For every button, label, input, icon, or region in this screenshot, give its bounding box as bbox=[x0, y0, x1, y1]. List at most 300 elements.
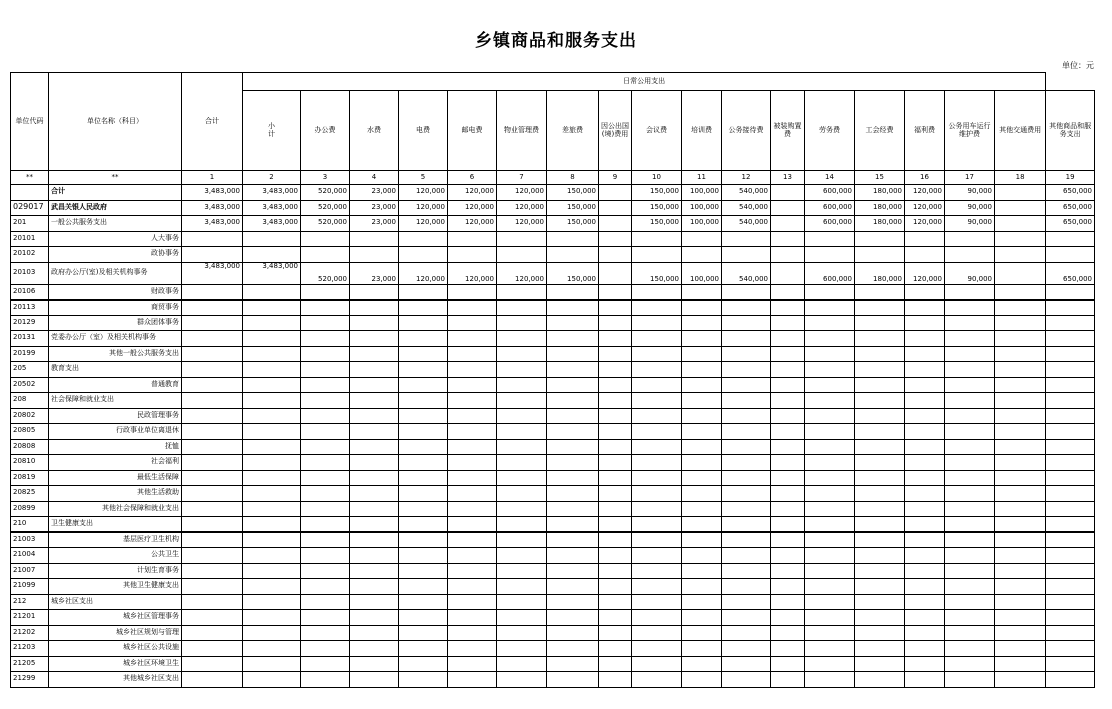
row-value bbox=[547, 579, 599, 595]
row-name: 普通教育 bbox=[49, 377, 182, 393]
row-value bbox=[547, 247, 599, 263]
row-value bbox=[805, 579, 855, 595]
row-value: 23,000 bbox=[350, 216, 399, 232]
row-value bbox=[945, 362, 995, 378]
row-value bbox=[497, 408, 547, 424]
row-value bbox=[1046, 501, 1095, 517]
row-value bbox=[855, 424, 905, 440]
row-value bbox=[771, 625, 805, 641]
row-value bbox=[805, 331, 855, 347]
row-value: 23,000 bbox=[350, 200, 399, 216]
row-value bbox=[805, 656, 855, 672]
row-value bbox=[182, 231, 243, 247]
table-row bbox=[11, 563, 1095, 579]
row-value bbox=[682, 672, 722, 688]
row-value bbox=[722, 331, 771, 347]
row-value bbox=[905, 247, 945, 263]
row-value bbox=[182, 594, 243, 610]
row-value bbox=[448, 284, 497, 300]
index-row bbox=[11, 171, 1095, 185]
row-value bbox=[547, 393, 599, 409]
row-value bbox=[448, 610, 497, 626]
row-value bbox=[243, 594, 301, 610]
row-value bbox=[682, 532, 722, 548]
row-value bbox=[771, 501, 805, 517]
row-value: 3,483,000 bbox=[182, 185, 243, 201]
row-code: 201 bbox=[11, 216, 49, 232]
row-value bbox=[547, 486, 599, 502]
row-value bbox=[905, 362, 945, 378]
table-row bbox=[11, 517, 1095, 533]
row-value bbox=[599, 362, 632, 378]
row-value: 540,000 bbox=[722, 200, 771, 216]
row-value bbox=[547, 641, 599, 657]
row-value bbox=[399, 377, 448, 393]
row-value bbox=[805, 563, 855, 579]
row-value bbox=[805, 594, 855, 610]
row-code: 20810 bbox=[11, 455, 49, 471]
row-value bbox=[448, 672, 497, 688]
row-value bbox=[448, 424, 497, 440]
row-value bbox=[448, 331, 497, 347]
row-value bbox=[497, 563, 547, 579]
row-value bbox=[855, 300, 905, 316]
row-value bbox=[995, 408, 1046, 424]
row-value bbox=[722, 300, 771, 316]
header-col: 其他商品和服务支出 bbox=[1046, 91, 1095, 171]
row-value bbox=[771, 439, 805, 455]
row-value bbox=[722, 625, 771, 641]
row-value bbox=[805, 408, 855, 424]
row-value bbox=[350, 284, 399, 300]
row-name: 社会保障和就业支出 bbox=[49, 393, 182, 409]
row-value bbox=[497, 377, 547, 393]
row-code: 21205 bbox=[11, 656, 49, 672]
row-code: 20805 bbox=[11, 424, 49, 440]
row-value bbox=[632, 331, 682, 347]
row-value bbox=[399, 610, 448, 626]
row-value bbox=[1046, 625, 1095, 641]
row-value bbox=[945, 656, 995, 672]
row-value bbox=[599, 284, 632, 300]
row-value bbox=[497, 315, 547, 331]
row-value bbox=[301, 300, 350, 316]
row-value bbox=[682, 315, 722, 331]
row-value bbox=[632, 377, 682, 393]
row-name: 公共卫生 bbox=[49, 548, 182, 564]
row-value: 520,000 bbox=[301, 200, 350, 216]
row-value bbox=[243, 610, 301, 626]
row-name: 合计 bbox=[49, 185, 182, 201]
index-num: 18 bbox=[995, 171, 1046, 185]
row-value bbox=[905, 377, 945, 393]
row-code: 20101 bbox=[11, 231, 49, 247]
row-value bbox=[632, 424, 682, 440]
row-value bbox=[632, 501, 682, 517]
row-value bbox=[1046, 610, 1095, 626]
index-num: 12 bbox=[722, 171, 771, 185]
row-value bbox=[771, 216, 805, 232]
row-value bbox=[399, 315, 448, 331]
row-name: 城乡社区环境卫生 bbox=[49, 656, 182, 672]
row-value: 100,000 bbox=[682, 185, 722, 201]
row-value bbox=[1046, 455, 1095, 471]
header-col: 因公出国(境)费用 bbox=[599, 91, 632, 171]
row-value bbox=[399, 672, 448, 688]
row-value bbox=[995, 200, 1046, 216]
row-value bbox=[855, 548, 905, 564]
row-value bbox=[243, 362, 301, 378]
row-value bbox=[599, 424, 632, 440]
row-value bbox=[905, 331, 945, 347]
row-code: 21202 bbox=[11, 625, 49, 641]
row-value: 600,000 bbox=[805, 262, 855, 284]
row-value bbox=[301, 517, 350, 533]
row-value bbox=[682, 641, 722, 657]
row-value bbox=[682, 408, 722, 424]
row-value bbox=[1046, 579, 1095, 595]
row-value bbox=[1046, 300, 1095, 316]
row-value bbox=[945, 470, 995, 486]
row-value bbox=[722, 377, 771, 393]
row-value bbox=[448, 362, 497, 378]
row-value bbox=[855, 284, 905, 300]
row-value bbox=[243, 455, 301, 471]
row-value bbox=[722, 315, 771, 331]
row-value bbox=[771, 408, 805, 424]
row-value bbox=[448, 377, 497, 393]
index-num: 7 bbox=[497, 171, 547, 185]
row-value bbox=[497, 231, 547, 247]
index-num: 6 bbox=[448, 171, 497, 185]
row-value bbox=[632, 563, 682, 579]
row-value: 100,000 bbox=[682, 216, 722, 232]
row-value bbox=[805, 532, 855, 548]
row-value bbox=[497, 346, 547, 362]
row-code: 20199 bbox=[11, 346, 49, 362]
row-value bbox=[905, 610, 945, 626]
row-value bbox=[599, 501, 632, 517]
table-row bbox=[11, 393, 1095, 409]
row-value bbox=[771, 231, 805, 247]
table-row bbox=[11, 672, 1095, 688]
row-code: 20502 bbox=[11, 377, 49, 393]
row-value bbox=[497, 362, 547, 378]
index-num: 17 bbox=[945, 171, 995, 185]
row-value bbox=[350, 377, 399, 393]
row-value bbox=[805, 641, 855, 657]
row-value bbox=[632, 300, 682, 316]
row-value bbox=[448, 408, 497, 424]
row-value bbox=[599, 200, 632, 216]
row-value bbox=[547, 315, 599, 331]
row-value bbox=[350, 579, 399, 595]
row-code: 20131 bbox=[11, 331, 49, 347]
row-value bbox=[599, 393, 632, 409]
row-value bbox=[547, 548, 599, 564]
row-value bbox=[771, 548, 805, 564]
row-value bbox=[399, 532, 448, 548]
row-value bbox=[243, 331, 301, 347]
row-value bbox=[301, 594, 350, 610]
row-value bbox=[855, 393, 905, 409]
row-value bbox=[243, 656, 301, 672]
row-value: 520,000 bbox=[301, 216, 350, 232]
row-value: 600,000 bbox=[805, 185, 855, 201]
index-num: 15 bbox=[855, 171, 905, 185]
row-value bbox=[497, 610, 547, 626]
row-value bbox=[995, 393, 1046, 409]
header-row-1 bbox=[11, 73, 1095, 91]
row-value bbox=[682, 610, 722, 626]
row-value bbox=[805, 284, 855, 300]
row-value bbox=[905, 501, 945, 517]
row-value bbox=[1046, 563, 1095, 579]
row-value bbox=[243, 532, 301, 548]
row-name: 城乡社区支出 bbox=[49, 594, 182, 610]
row-value bbox=[1046, 408, 1095, 424]
row-value bbox=[182, 300, 243, 316]
row-value bbox=[945, 548, 995, 564]
row-value bbox=[722, 439, 771, 455]
row-value bbox=[905, 424, 945, 440]
row-value: 3,483,000 bbox=[243, 200, 301, 216]
row-value bbox=[805, 501, 855, 517]
table-row bbox=[11, 424, 1095, 440]
row-value bbox=[855, 231, 905, 247]
header-col: 公务用车运行维护费 bbox=[945, 91, 995, 171]
row-value bbox=[682, 331, 722, 347]
row-value bbox=[350, 470, 399, 486]
row-value bbox=[547, 455, 599, 471]
row-value bbox=[632, 532, 682, 548]
row-value bbox=[722, 247, 771, 263]
row-value: 90,000 bbox=[945, 262, 995, 284]
row-value bbox=[682, 625, 722, 641]
row-value bbox=[771, 486, 805, 502]
row-value bbox=[301, 579, 350, 595]
row-value bbox=[805, 300, 855, 316]
row-value bbox=[1046, 284, 1095, 300]
row-value bbox=[399, 579, 448, 595]
header-col: 邮电费 bbox=[448, 91, 497, 171]
row-name: 政协事务 bbox=[49, 247, 182, 263]
row-value bbox=[855, 625, 905, 641]
row-value: 600,000 bbox=[805, 200, 855, 216]
row-value bbox=[350, 439, 399, 455]
row-value bbox=[855, 408, 905, 424]
row-value bbox=[682, 393, 722, 409]
row-value bbox=[1046, 641, 1095, 657]
row-value bbox=[805, 247, 855, 263]
row-name: 其他卫生健康支出 bbox=[49, 579, 182, 595]
row-value bbox=[301, 362, 350, 378]
row-value bbox=[945, 563, 995, 579]
row-value: 180,000 bbox=[855, 200, 905, 216]
row-value bbox=[497, 247, 547, 263]
row-value bbox=[301, 532, 350, 548]
row-value bbox=[350, 455, 399, 471]
row-value bbox=[945, 315, 995, 331]
row-value bbox=[905, 470, 945, 486]
row-value bbox=[905, 408, 945, 424]
row-value: 3,483,000 bbox=[182, 200, 243, 216]
row-name: 行政事业单位离退休 bbox=[49, 424, 182, 440]
row-value bbox=[905, 315, 945, 331]
row-value bbox=[547, 346, 599, 362]
row-value bbox=[682, 284, 722, 300]
row-value bbox=[722, 641, 771, 657]
row-value bbox=[399, 331, 448, 347]
row-value bbox=[399, 346, 448, 362]
row-value bbox=[855, 470, 905, 486]
row-name: 财政事务 bbox=[49, 284, 182, 300]
row-value bbox=[855, 656, 905, 672]
row-value bbox=[547, 610, 599, 626]
row-value bbox=[632, 548, 682, 564]
row-value bbox=[301, 284, 350, 300]
header-col: 工会经费 bbox=[855, 91, 905, 171]
table-row bbox=[11, 185, 1095, 201]
row-value bbox=[945, 517, 995, 533]
index-name: ** bbox=[49, 171, 182, 185]
row-value bbox=[905, 455, 945, 471]
row-value bbox=[905, 300, 945, 316]
row-value bbox=[855, 563, 905, 579]
row-value bbox=[301, 455, 350, 471]
row-value bbox=[945, 455, 995, 471]
row-value bbox=[301, 408, 350, 424]
row-value bbox=[995, 284, 1046, 300]
row-value bbox=[599, 455, 632, 471]
header-col: 物业管理费 bbox=[497, 91, 547, 171]
row-value bbox=[722, 563, 771, 579]
row-code: 029017 bbox=[11, 200, 49, 216]
row-value bbox=[805, 610, 855, 626]
row-value: 3,483,000 bbox=[243, 216, 301, 232]
row-value bbox=[1046, 424, 1095, 440]
row-name: 城乡社区公共设施 bbox=[49, 641, 182, 657]
row-value bbox=[771, 579, 805, 595]
row-code: 205 bbox=[11, 362, 49, 378]
row-value bbox=[448, 486, 497, 502]
row-value bbox=[722, 362, 771, 378]
index-num: 2 bbox=[243, 171, 301, 185]
row-value bbox=[448, 455, 497, 471]
row-value bbox=[805, 346, 855, 362]
row-value bbox=[945, 594, 995, 610]
row-value bbox=[399, 231, 448, 247]
row-value: 650,000 bbox=[1046, 216, 1095, 232]
row-value bbox=[722, 486, 771, 502]
row-value bbox=[182, 672, 243, 688]
row-value bbox=[771, 284, 805, 300]
row-value bbox=[682, 594, 722, 610]
row-value bbox=[350, 331, 399, 347]
row-value bbox=[995, 346, 1046, 362]
row-value bbox=[1046, 548, 1095, 564]
row-value bbox=[905, 594, 945, 610]
row-value bbox=[722, 346, 771, 362]
row-value bbox=[497, 579, 547, 595]
table-row bbox=[11, 346, 1095, 362]
row-value bbox=[945, 284, 995, 300]
row-value bbox=[497, 641, 547, 657]
row-value bbox=[771, 641, 805, 657]
row-value bbox=[995, 579, 1046, 595]
row-value bbox=[547, 362, 599, 378]
row-value bbox=[722, 532, 771, 548]
row-value bbox=[995, 625, 1046, 641]
row-value: 150,000 bbox=[547, 262, 599, 284]
header-col: 会议费 bbox=[632, 91, 682, 171]
row-name: 民政管理事务 bbox=[49, 408, 182, 424]
header-col: 其他交通费用 bbox=[995, 91, 1046, 171]
row-value bbox=[771, 610, 805, 626]
row-value bbox=[1046, 656, 1095, 672]
row-name: 卫生健康支出 bbox=[49, 517, 182, 533]
row-value bbox=[547, 594, 599, 610]
index-num: 16 bbox=[905, 171, 945, 185]
row-value bbox=[855, 610, 905, 626]
row-value bbox=[547, 517, 599, 533]
row-value bbox=[682, 362, 722, 378]
row-value bbox=[632, 362, 682, 378]
row-value bbox=[632, 625, 682, 641]
table-row bbox=[11, 610, 1095, 626]
row-value bbox=[182, 548, 243, 564]
row-code: 20106 bbox=[11, 284, 49, 300]
page-title: 乡镇商品和服务支出 bbox=[475, 31, 637, 51]
row-value bbox=[682, 517, 722, 533]
row-value bbox=[855, 532, 905, 548]
table-row bbox=[11, 625, 1095, 641]
row-value bbox=[182, 656, 243, 672]
row-value bbox=[350, 486, 399, 502]
row-value bbox=[448, 393, 497, 409]
row-value bbox=[945, 486, 995, 502]
row-value bbox=[547, 672, 599, 688]
row-value bbox=[182, 439, 243, 455]
row-value bbox=[182, 284, 243, 300]
row-value: 650,000 bbox=[1046, 185, 1095, 201]
table-row bbox=[11, 641, 1095, 657]
row-value bbox=[1046, 470, 1095, 486]
row-value bbox=[722, 594, 771, 610]
row-value bbox=[855, 377, 905, 393]
row-value bbox=[682, 470, 722, 486]
row-value bbox=[448, 563, 497, 579]
row-name: 最低生活保障 bbox=[49, 470, 182, 486]
row-value bbox=[243, 300, 301, 316]
row-value: 120,000 bbox=[399, 200, 448, 216]
row-value bbox=[497, 470, 547, 486]
row-value: 540,000 bbox=[722, 216, 771, 232]
row-name: 人大事务 bbox=[49, 231, 182, 247]
row-value bbox=[448, 656, 497, 672]
row-value bbox=[905, 393, 945, 409]
row-value bbox=[243, 393, 301, 409]
row-value bbox=[182, 362, 243, 378]
row-value bbox=[995, 672, 1046, 688]
row-value bbox=[855, 501, 905, 517]
row-value bbox=[632, 247, 682, 263]
header-col: 办公费 bbox=[301, 91, 350, 171]
row-value bbox=[1046, 439, 1095, 455]
row-value bbox=[771, 262, 805, 284]
row-value bbox=[547, 501, 599, 517]
row-value bbox=[722, 517, 771, 533]
